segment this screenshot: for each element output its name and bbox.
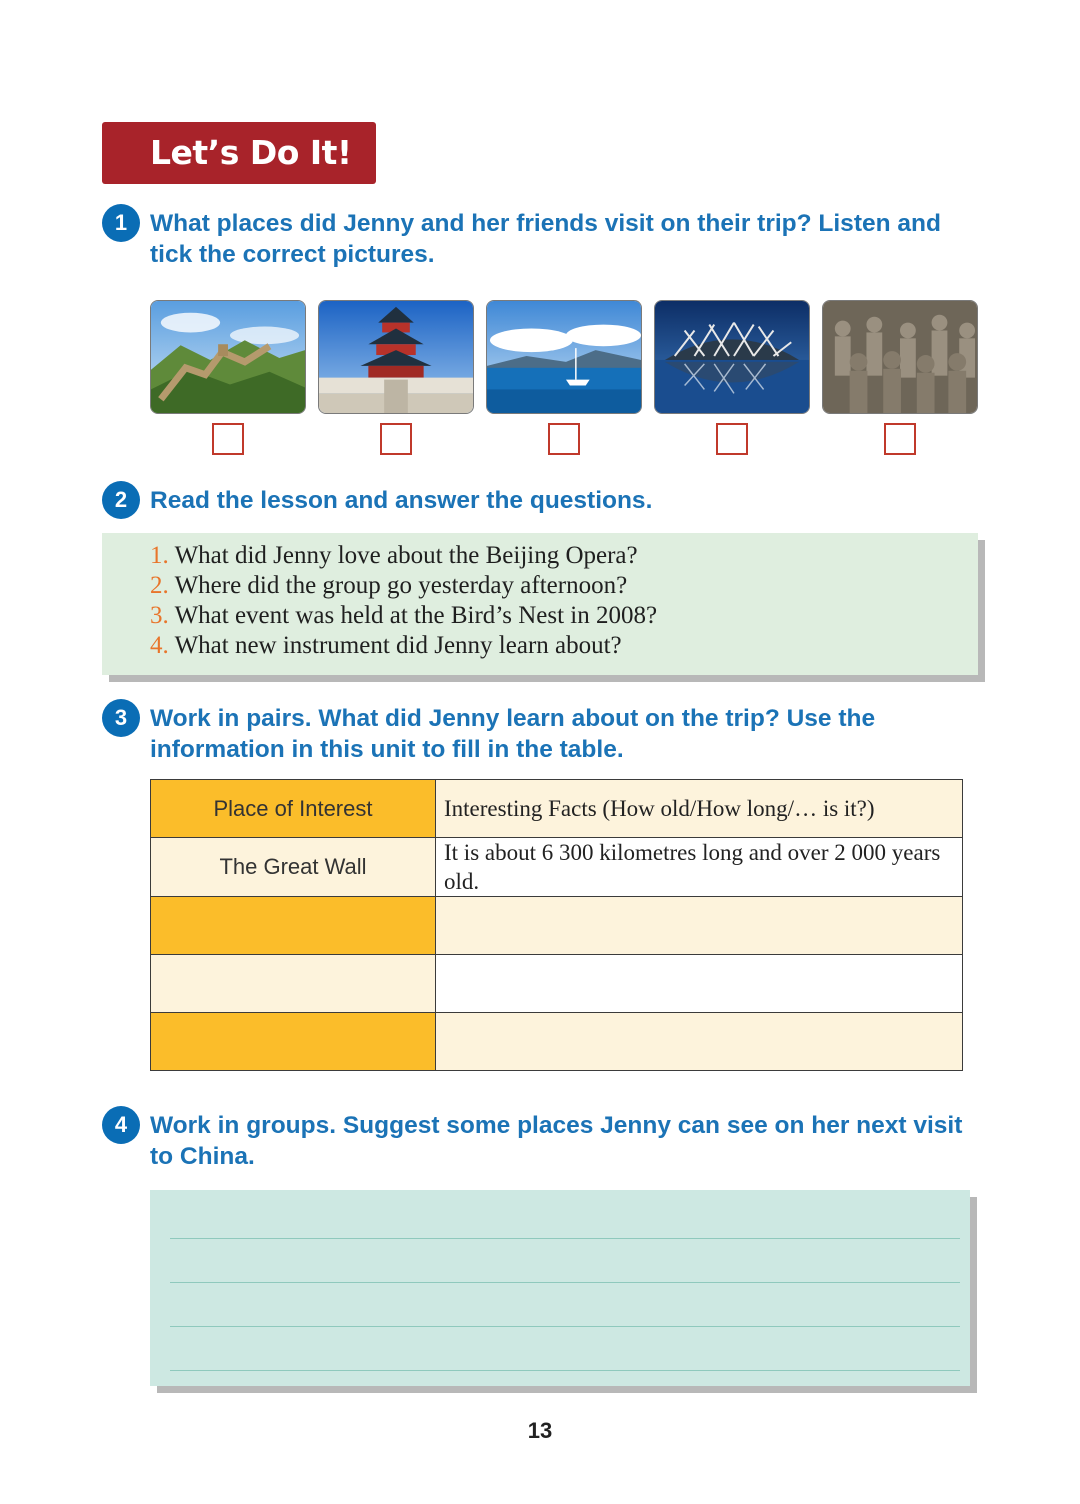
activity-3-instruction: Work in pairs. What did Jenny learn about on the trip? Use the information in this unit to fill in the table. <box>150 705 876 763</box>
place-cell[interactable] <box>151 897 436 955</box>
facts-cell[interactable]: It is about 6 300 kilometres long and over 2 000 years old. <box>436 838 963 897</box>
facts-cell[interactable] <box>436 897 963 955</box>
table-row <box>151 897 963 955</box>
banner-title: Let’s Do It! <box>150 133 352 172</box>
great-wall-picture <box>150 300 306 414</box>
activity-3-number: 3 <box>102 699 140 737</box>
table-row <box>151 838 963 897</box>
table-header-row <box>151 780 963 838</box>
section-banner <box>102 122 376 184</box>
facts-table <box>150 779 963 1071</box>
terracotta-warriors-picture <box>822 300 978 414</box>
writing-line <box>170 1282 960 1283</box>
writing-line <box>170 1370 960 1371</box>
picture-row <box>150 300 980 460</box>
writing-line <box>170 1238 960 1239</box>
facts-cell[interactable] <box>436 955 963 1013</box>
header-place: Place of Interest <box>151 780 436 838</box>
activity-2-number: 2 <box>102 481 140 519</box>
activity-2-instruction: Read the lesson and answer the questions. <box>150 487 653 514</box>
tick-box-terracotta-warriors[interactable] <box>884 423 916 455</box>
birds-nest-picture <box>654 300 810 414</box>
question-item: 3. What event was held at the Bird’s Nest in 2008? <box>150 602 658 629</box>
question-item: 2. Where did the group go yesterday afternoon? <box>150 572 628 599</box>
activity-1-instruction: What places did Jenny and her friends visit on their trip? Listen and tick the correct pictures. <box>150 210 941 268</box>
tick-box-great-wall[interactable] <box>212 423 244 455</box>
place-cell[interactable] <box>151 1013 436 1071</box>
place-cell[interactable] <box>151 955 436 1013</box>
facts-cell[interactable] <box>436 1013 963 1071</box>
question-list <box>150 541 657 661</box>
place-cell[interactable]: The Great Wall <box>151 838 436 897</box>
activity-4-instruction: Work in groups. Suggest some places Jenny can see on her next visit to China. <box>150 1112 963 1170</box>
tick-box-birds-nest[interactable] <box>716 423 748 455</box>
tick-box-sea[interactable] <box>548 423 580 455</box>
sea-picture <box>486 300 642 414</box>
writing-area[interactable] <box>150 1190 970 1386</box>
question-item: 4. What new instrument did Jenny learn about? <box>150 632 622 659</box>
activity-4-number: 4 <box>102 1106 140 1144</box>
tick-box-temple-of-heaven[interactable] <box>380 423 412 455</box>
writing-line <box>170 1326 960 1327</box>
activity-1-number: 1 <box>102 204 140 242</box>
table-row <box>151 1013 963 1071</box>
page-number: 13 <box>527 1418 553 1443</box>
question-item: 1. What did Jenny love about the Beijing Opera? <box>150 542 638 569</box>
header-facts: Interesting Facts (How old/How long/… is it?) <box>436 780 963 838</box>
temple-of-heaven-picture <box>318 300 474 414</box>
table-row <box>151 955 963 1013</box>
